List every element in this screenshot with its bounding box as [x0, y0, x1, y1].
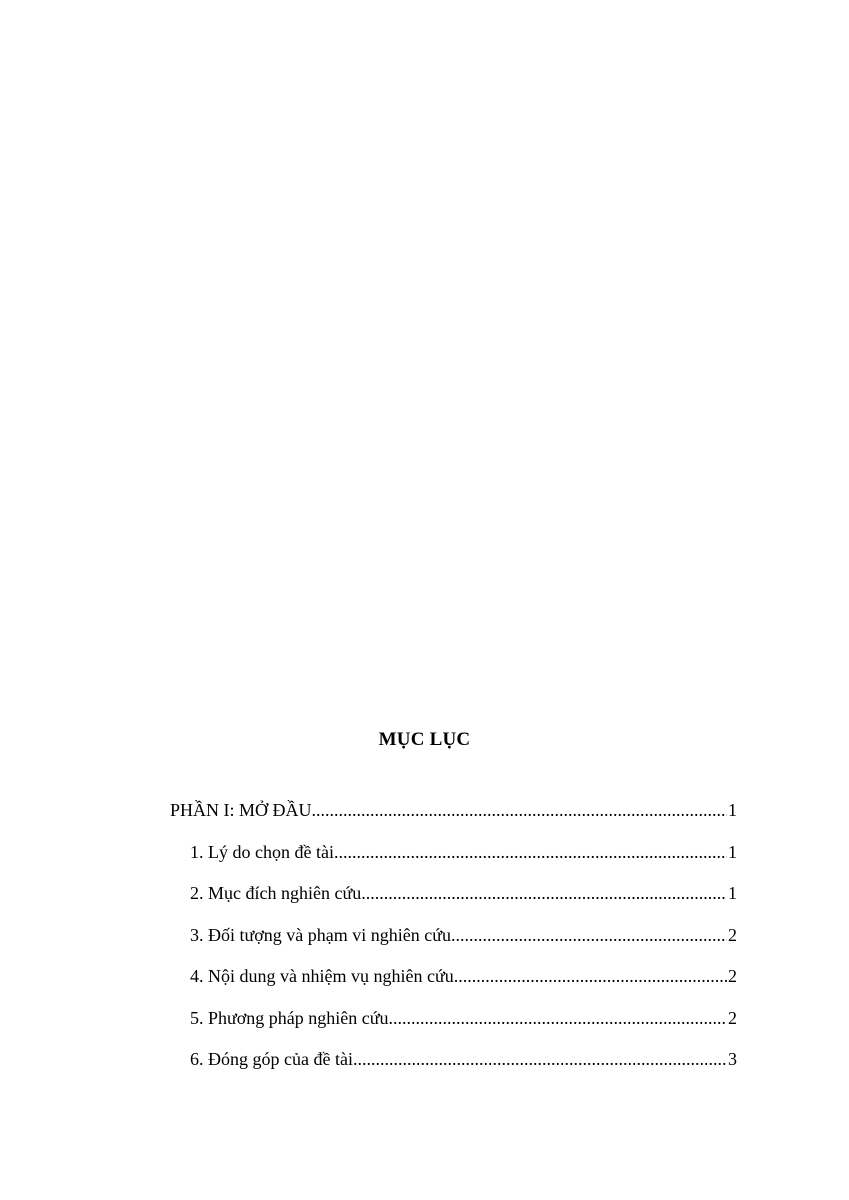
toc-entry-label: 2. Mục đích nghiên cứu [190, 883, 362, 903]
toc-page-number: 1 [728, 841, 737, 862]
toc-page-number: 2 [728, 966, 737, 986]
toc-leader-dots [361, 880, 727, 906]
toc-entry-part-1[interactable] [170, 797, 737, 839]
table-of-contents [170, 797, 737, 1088]
toc-entry-label: 3. Đối tượng và phạm vi nghiên cứu [190, 924, 451, 945]
toc-leader-dots [312, 797, 727, 823]
toc-leader-dots [353, 1046, 727, 1072]
toc-leader-dots [389, 1005, 727, 1031]
toc-leader-dots [451, 922, 727, 948]
toc-entry-label: 6. Đóng góp của đề tài [190, 1049, 353, 1069]
toc-entry-1[interactable] [170, 839, 737, 881]
toc-entry-4[interactable] [170, 963, 737, 1005]
toc-leader-dots [334, 839, 727, 865]
toc-title: MỤC LỤC [378, 729, 471, 750]
toc-entry-2[interactable] [170, 880, 737, 922]
toc-entry-label: 1. Lý do chọn đề tài [190, 841, 334, 862]
toc-page-number: 3 [728, 1049, 737, 1069]
toc-page-number: 2 [728, 924, 737, 945]
toc-page-number: 1 [728, 800, 737, 820]
toc-leader-dots [454, 963, 727, 989]
toc-page-number: 1 [728, 883, 737, 903]
toc-entry-label: PHẦN I: MỞ ĐẦU [170, 800, 312, 820]
toc-entry-label: 5. Phương pháp nghiên cứu [190, 1007, 389, 1028]
toc-page-number: 2 [728, 1007, 737, 1028]
toc-entry-3[interactable] [170, 922, 737, 964]
toc-entry-6[interactable] [170, 1046, 737, 1088]
toc-entry-5[interactable] [170, 1005, 737, 1047]
toc-entry-label: 4. Nội dung và nhiệm vụ nghiên cứu [190, 966, 454, 986]
